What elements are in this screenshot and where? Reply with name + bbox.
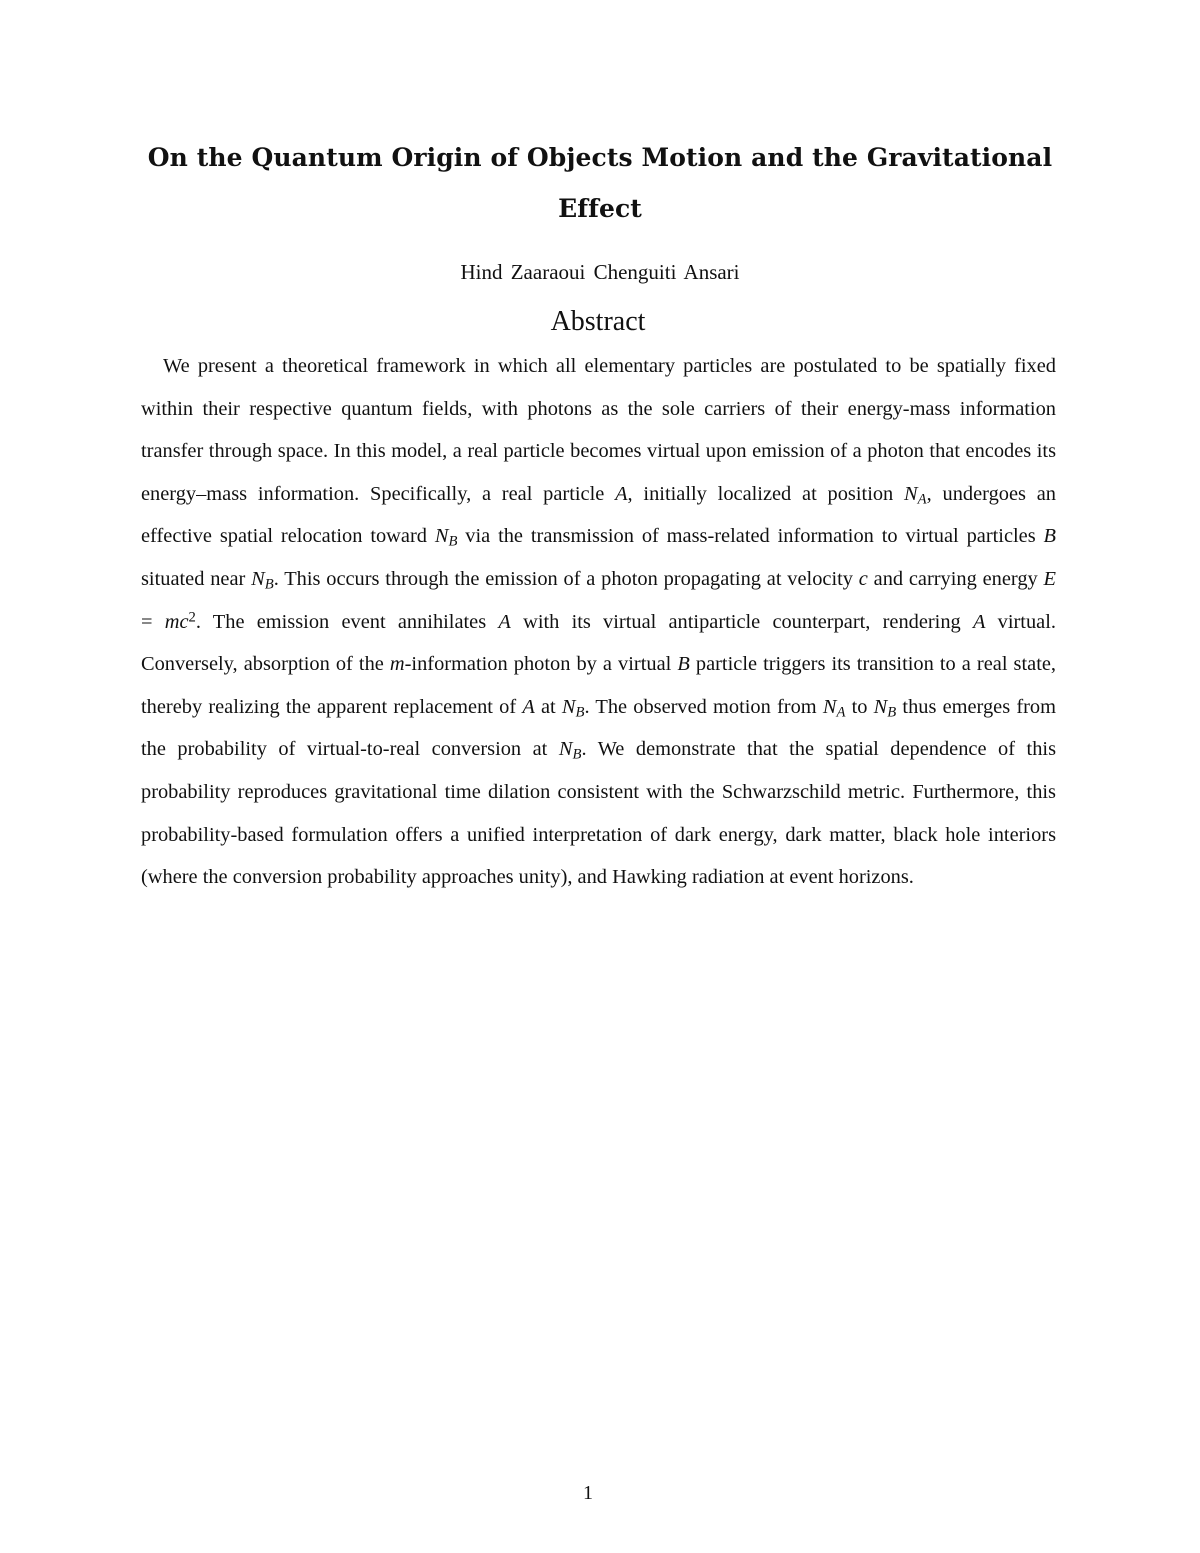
page-number: 1 — [583, 1482, 593, 1504]
paper-authors: Hind Zaaraoui Chenguiti Ansari — [460, 260, 740, 284]
abstract-heading: Abstract — [550, 306, 646, 337]
paper-title: On the Quantum Origin of Objects Motion and the Gravitational Effect — [147, 143, 1053, 223]
abstract-body: We present a theoretical framework in which all elementary particles are postulated to be spatially fixed within their respective quantum fields, with photons as the sole carriers of their energy-mass information transfer through space. In this model, a real particle becomes virtual upon emission of a photon that encodes its energy–mass information. Specifically, a real particle A, initially localized at position $N_A$, undergoes an effective spatial relocation toward $N_B$ via the transmission of mass-related information to virtual particles B situated near $N_B$. This occurs through the emission of a photon propagating at velocity c and carrying energy $E = mc^2$. The emission event annihilates A with its virtual antiparticle counterpart, rendering A virtual. Conversely, absorption of the m-information photon by a virtual B particle triggers its transition to a real state, thereby realizing the apparent replacement of A at $N_B$. The observed motion from $N_A$ to $N_B$ thus emerges from the probability of virtual-to-real conversion at $N_B$. We demonstrate that the spatial dependence of this probability reproduces gravitational time dilation consistent with the Schwarzschild metric. Furthermore, this probability-based formulation offers a unified interpretation of dark energy, dark matter, black hole interiors (where the conversion probability approaches unity), and Hawking radiation at event horizons. — [141, 355, 1057, 889]
